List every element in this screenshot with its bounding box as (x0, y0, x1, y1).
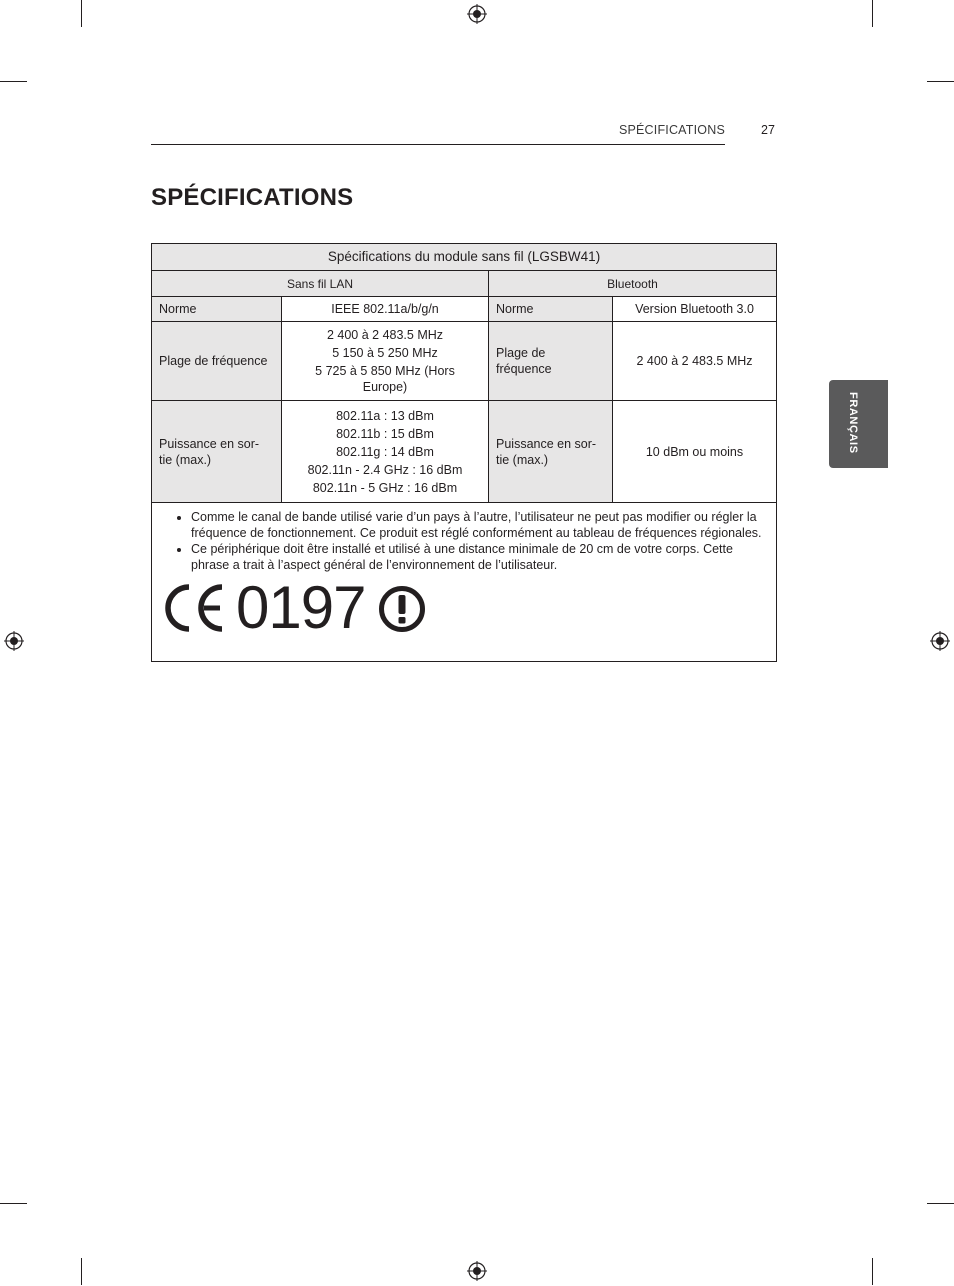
crop-mark (927, 1203, 954, 1204)
notified-body-number: 0197 (236, 574, 366, 641)
cell-value: Version Bluetooth 3.0 (613, 297, 777, 322)
crop-mark (81, 0, 82, 27)
table-caption: Spécifications du module sans fil (LGSBW41) (152, 244, 777, 271)
language-tab (829, 380, 888, 468)
cell-value: 802.11a : 13 dBm (336, 408, 434, 423)
cell-value: 10 dBm ou moins (613, 401, 777, 503)
row-label: Plage de fréquence (152, 322, 282, 401)
table-row (152, 322, 777, 401)
crop-mark (872, 1258, 873, 1285)
crop-mark (81, 1258, 82, 1285)
registration-mark-icon (467, 4, 487, 24)
cell-value: IEEE 802.11a/b/g/n (282, 297, 489, 322)
cell-value: 802.11n - 5 GHz : 16 dBm (312, 480, 458, 495)
certification-marks (152, 574, 776, 645)
crop-mark (872, 0, 873, 27)
note-item: • Ce périphérique doit être installé et utilisé à une distance minimale de 20 cm de votre corps. Cette phrase a trait à l’aspect général de l’environnement de l’utilisateur. (191, 541, 766, 573)
row-label: Norme (152, 297, 282, 322)
running-title: SPÉCIFICATIONS (618, 123, 725, 137)
cell-value: 802.11b : 15 dBm (336, 426, 434, 441)
table-row (152, 297, 777, 322)
page-title: SPÉCIFICATIONS (151, 184, 354, 211)
cell-value: 5 725 à 5 850 MHz (Hors Europe) (315, 364, 455, 394)
cell-value-stack (282, 322, 489, 401)
page-number: 27 (761, 123, 775, 137)
cell-value: 802.11g : 14 dBm (336, 444, 434, 459)
cell-value: 802.11n - 2.4 GHz : 16 dBm (307, 462, 463, 477)
column-header-bluetooth: Bluetooth (489, 271, 777, 297)
cell-value: 5 150 à 5 250 MHz (332, 346, 438, 360)
row-label: Puissance en sor-tie (max.) (152, 401, 282, 503)
note-item: • Comme le canal de bande utilisé varie d’un pays à l’autre, l’utilisateur ne peut pas modifier ou régler la fréquence de fonctionnement. Ce produit est réglé conformément au tableau de fréquences régionales. (191, 509, 766, 541)
table-row (152, 401, 777, 503)
crop-mark (0, 1203, 27, 1204)
crop-mark (0, 81, 27, 82)
column-header-wlan: Sans fil LAN (152, 271, 489, 297)
notes-list (152, 509, 766, 573)
row-label: Puissance en sor-tie (max.) (489, 401, 613, 503)
ce-mark-icon (162, 583, 226, 633)
row-label: Plage de fréquence (489, 322, 613, 401)
cell-value: 2 400 à 2 483.5 MHz (326, 328, 444, 342)
crop-mark (927, 81, 954, 82)
language-tab-label: FRANÇAIS (847, 392, 859, 454)
registration-mark-icon (4, 631, 24, 651)
registration-mark-icon (930, 631, 950, 651)
row-label: Norme (489, 297, 613, 322)
alert-icon (378, 585, 426, 633)
notes-cell (152, 503, 777, 662)
spec-table (151, 243, 777, 662)
cell-value-stack (282, 401, 489, 503)
cell-value: 2 400 à 2 483.5 MHz (613, 322, 777, 401)
running-header (151, 121, 725, 145)
registration-mark-icon (467, 1261, 487, 1281)
